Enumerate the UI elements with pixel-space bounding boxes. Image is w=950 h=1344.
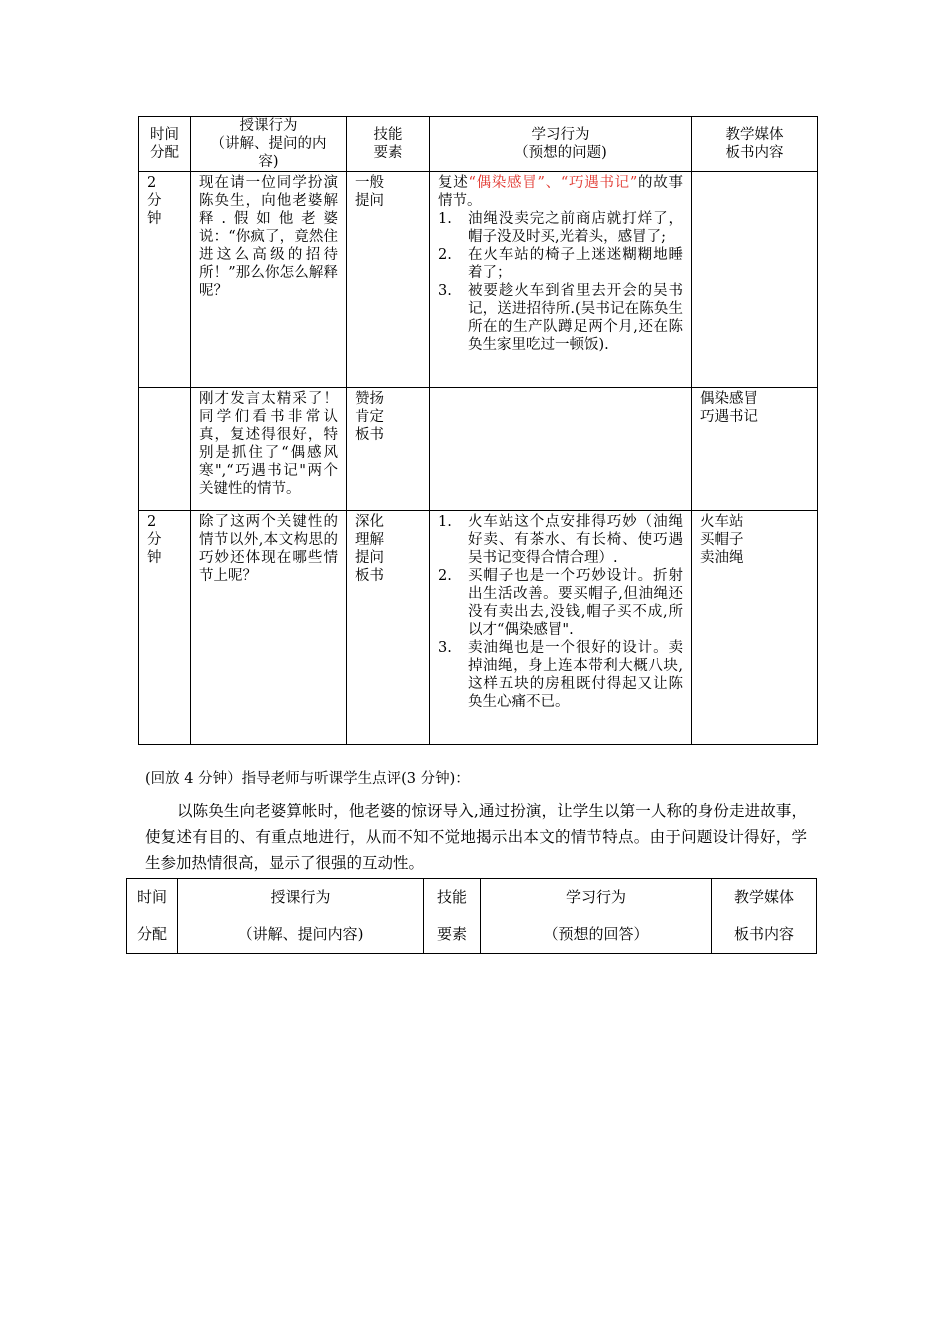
header-learning: 学习行为 （预想的回答）: [481, 879, 712, 954]
list-item: 1. 火车站这个点安排得巧妙（油绳好卖、有茶水、有长椅、使巧遇吴书记变得合情合理）.: [438, 514, 683, 566]
header-time: 时间 分配: [127, 879, 178, 954]
skill-cell: 赞扬 肯定 板书: [347, 388, 430, 511]
commentary-paragraph: 以陈奂生向老婆算帐时，他老婆的惊讶导入,通过扮演，让学生以第一人称的身份走进故事，使复述有目的、有重点地进行，从而不知不觉地揭示出本文的情节特点。由于问题设计得好，学生参加热情很高，显示了很强的互动性。: [145, 802, 807, 872]
header-teaching: 授课行为 （讲解、提问内容): [178, 879, 424, 954]
learning-cell: [430, 511, 692, 745]
learning-cell: [430, 172, 692, 388]
time-cell: [139, 388, 191, 511]
media-cell: 偶染感冒 巧遇书记: [692, 388, 818, 511]
learning-intro: 复述“偶染感冒”、“巧遇书记”的故事情节。: [438, 175, 684, 209]
list-item: 2. 在火车站的椅子上迷迷糊糊地睡着了；: [438, 247, 683, 281]
lesson-plan-table-2: [126, 878, 817, 954]
media-cell: [692, 172, 818, 388]
header-time: 时间 分配: [139, 117, 191, 172]
table-row: [139, 388, 818, 511]
header-row: [139, 117, 818, 172]
header-skill: 技能 要素: [424, 879, 481, 954]
header-row: [127, 879, 817, 954]
list-item: 1. 油绳没卖完之前商店就打烊了，帽子没及时买,光着头，感冒了;: [438, 211, 683, 245]
header-teaching: 授课行为 （讲解、提问的内 容): [191, 117, 347, 172]
skill-cell: 一般 提问: [347, 172, 430, 388]
highlight-text: “偶染感冒”、“巧遇书记”: [468, 175, 638, 191]
teaching-cell: 现在请一位同学扮演陈奂生，向他老婆解释.假如他老婆说：“你疯了，竟然住进这么高级的招待所！”那么你怎么解释呢？: [191, 172, 347, 388]
skill-cell: 深化 理解 提问 板书: [347, 511, 430, 745]
time-cell: 2 分 钟: [139, 172, 191, 388]
header-media: 教学媒体 板书内容: [712, 879, 817, 954]
learning-list: [438, 210, 683, 354]
table-row: [139, 172, 818, 388]
header-skill: 技能 要素: [347, 117, 430, 172]
learning-cell: [430, 388, 692, 511]
header-learning: 学习行为 （预想的问题): [430, 117, 692, 172]
list-item: 2. 买帽子也是一个巧妙设计。折射出生活改善。要买帽子,但油绳还没有卖出去,没钱,帽子买不成,所以才“偶染感冒".: [438, 568, 683, 638]
review-note: (回放 4 分钟）指导老师与听课学生点评(3 分钟)：: [145, 771, 470, 787]
learning-list: [438, 513, 683, 711]
list-item: 3. 卖油绳也是一个很好的设计。卖掉油绳，身上连本带利大概八块,这样五块的房租既付得起又让陈奂生心痛不已。: [438, 640, 683, 710]
header-media: 教学媒体 板书内容: [692, 117, 818, 172]
media-cell: 火车站 买帽子 卖油绳: [692, 511, 818, 745]
table-row: [139, 511, 818, 745]
lesson-plan-table-1: [138, 116, 818, 745]
teaching-cell: 刚才发言太精采了！同学们看书非常认真，复述得很好，特别是抓住了“偶感风寒",“巧遇书记"两个关键性的情节。: [191, 388, 347, 511]
list-item: 3. 被要趁火车到省里去开会的吴书记，送进招待所.(吴书记在陈奂生所在的生产队蹲足两个月,还在陈奂生家里吃过一顿饭).: [438, 283, 683, 353]
teaching-cell: 除了这两个关键性的情节以外,本文构思的巧妙还体现在哪些情节上呢？: [191, 511, 347, 745]
time-cell: 2 分 钟: [139, 511, 191, 745]
